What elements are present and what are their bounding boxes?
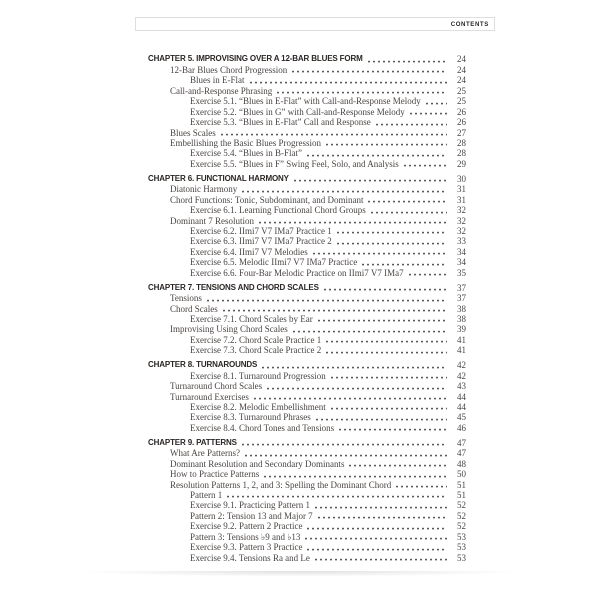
toc-entry-label: Diatonic Harmony bbox=[170, 184, 238, 195]
toc-entry-page: 33 bbox=[457, 236, 466, 247]
toc-entry-page: 48 bbox=[457, 458, 466, 469]
dot-leader bbox=[293, 330, 447, 333]
dot-leader bbox=[349, 464, 447, 467]
dot-leader bbox=[326, 340, 447, 343]
toc-entry-label: Pattern 3: Tensions ♭9 and ♭13 bbox=[190, 531, 301, 542]
dot-leader bbox=[207, 299, 447, 302]
toc-entry bbox=[148, 500, 466, 510]
toc-entry-page: 52 bbox=[457, 521, 466, 532]
toc-entry bbox=[148, 106, 466, 116]
toc-entry bbox=[148, 267, 466, 277]
toc-entry-label: CHAPTER 7. TENSIONS AND CHORD SCALES bbox=[148, 282, 319, 292]
toc-entry-label: Exercise 8.1. Turnaround Progression bbox=[190, 370, 326, 381]
toc-entry-page: 28 bbox=[457, 148, 466, 159]
toc-entry-page: 47 bbox=[457, 437, 466, 448]
page-header-band bbox=[135, 17, 495, 31]
toc-entry bbox=[148, 282, 466, 292]
toc-entry-page: 24 bbox=[457, 64, 466, 75]
dot-leader bbox=[362, 263, 447, 266]
dot-leader bbox=[410, 112, 447, 115]
toc-entry-label: Call-and-Response Phrasing bbox=[170, 85, 273, 96]
toc-entry bbox=[148, 257, 466, 267]
dot-leader bbox=[250, 81, 448, 84]
toc-entry-label: Exercise 9.3. Pattern 3 Practice bbox=[190, 542, 303, 553]
dot-leader bbox=[254, 397, 447, 400]
toc-entry-page: 52 bbox=[457, 500, 466, 511]
toc-entry-page: 42 bbox=[457, 360, 466, 371]
dot-leader bbox=[318, 516, 447, 519]
toc-entry bbox=[148, 215, 466, 225]
dot-leader bbox=[426, 102, 447, 105]
toc-entry bbox=[148, 437, 466, 447]
toc-entry-label: Exercise 5.3. “Blues in E-Flat” Call and Response bbox=[190, 117, 371, 128]
dot-leader bbox=[264, 475, 447, 478]
toc-entry-label: CHAPTER 8. TURNAROUNDS bbox=[148, 360, 258, 370]
toc-entry-label: Exercise 6.3. IImi7 V7 IMa7 Practice 2 bbox=[190, 236, 332, 247]
toc-entry-label: Blues Scales bbox=[170, 127, 216, 138]
toc-entry-label: CHAPTER 6. FUNCTIONAL HARMONY bbox=[148, 173, 289, 183]
toc-entry bbox=[148, 412, 466, 422]
toc-entry-page: 42 bbox=[457, 370, 466, 381]
toc-entry bbox=[148, 334, 466, 344]
toc-entry bbox=[148, 117, 466, 127]
dot-leader bbox=[227, 495, 447, 498]
toc-entry-page: 51 bbox=[457, 479, 466, 490]
toc-entry bbox=[148, 205, 466, 215]
dot-leader bbox=[294, 179, 447, 182]
toc-entry-page: 31 bbox=[457, 184, 466, 195]
dot-leader bbox=[307, 154, 447, 157]
toc-entry-label: Exercise 9.1. Practicing Pattern 1 bbox=[190, 500, 310, 511]
toc-entry bbox=[148, 422, 466, 432]
toc-entry-label: Exercise 8.3. Turnaround Phrases bbox=[190, 412, 311, 423]
toc-entry bbox=[148, 303, 466, 313]
dot-leader bbox=[409, 273, 447, 276]
toc-entry-page: 53 bbox=[457, 531, 466, 542]
toc-entry bbox=[148, 314, 466, 324]
toc-entry-page: 45 bbox=[457, 412, 466, 423]
toc-entry-label: How to Practice Patterns bbox=[170, 469, 260, 480]
toc-list bbox=[148, 54, 466, 563]
toc-entry-page: 37 bbox=[457, 293, 466, 304]
toc-entry-page: 47 bbox=[457, 448, 466, 459]
dot-leader bbox=[245, 454, 447, 457]
toc-entry bbox=[148, 246, 466, 256]
toc-entry-label: Embellishing the Basic Blues Progression bbox=[170, 137, 321, 148]
dot-leader bbox=[277, 91, 447, 94]
dot-leader bbox=[371, 211, 447, 214]
toc-entry bbox=[148, 381, 466, 391]
dot-leader bbox=[242, 190, 447, 193]
toc-entry-label: Exercise 9.4. Tensions Ra and Le bbox=[190, 552, 310, 563]
toc-entry bbox=[148, 402, 466, 412]
toc-entry-label: Turnaround Chord Scales bbox=[170, 381, 263, 392]
toc-entry-label: Exercise 5.1. “Blues in E-Flat” with Call-and-Response Melody bbox=[190, 96, 421, 107]
toc-entry-page: 38 bbox=[457, 313, 466, 324]
toc-entry-label: CHAPTER 9. PATTERNS bbox=[148, 437, 237, 447]
toc-entry-page: 25 bbox=[457, 96, 466, 107]
toc-entry bbox=[148, 96, 466, 106]
toc-entry-page: 34 bbox=[457, 257, 466, 268]
toc-entry bbox=[148, 458, 466, 468]
dot-leader bbox=[223, 309, 447, 312]
toc-entry-page: 50 bbox=[457, 469, 466, 480]
toc-entry-label: Exercise 8.4. Chord Tones and Tensions bbox=[190, 422, 335, 433]
toc-entry-label: Tensions bbox=[170, 293, 202, 304]
dot-leader bbox=[242, 443, 447, 446]
toc-entry-label: Exercise 5.2. “Blues in G” with Call-and-Response Melody bbox=[190, 106, 405, 117]
toc-entry-label: Exercise 6.4. IImi7 V7 Melodies bbox=[190, 246, 308, 257]
toc-entry-page: 38 bbox=[457, 303, 466, 314]
toc-entry bbox=[148, 324, 466, 334]
toc-entry bbox=[148, 148, 466, 158]
toc-entry-page: 41 bbox=[457, 334, 466, 345]
dot-leader bbox=[337, 242, 447, 245]
toc-entry-label: Exercise 9.2. Pattern 2 Practice bbox=[190, 521, 303, 532]
dot-leader bbox=[326, 143, 447, 146]
contents-header-label: CONTENTS bbox=[451, 20, 490, 28]
page-bottom-shadow bbox=[20, 571, 580, 579]
dot-leader bbox=[318, 319, 447, 322]
dot-leader bbox=[324, 288, 447, 291]
dot-leader bbox=[331, 407, 447, 410]
toc-entry bbox=[148, 391, 466, 401]
toc-entry-page: 46 bbox=[457, 422, 466, 433]
toc-entry-label: Chord Functions: Tonic, Subdominant, and Dominant bbox=[170, 194, 364, 205]
dot-leader bbox=[315, 558, 447, 561]
dot-leader bbox=[396, 485, 447, 488]
dot-leader bbox=[316, 418, 447, 421]
toc-entry-label: Exercise 6.1. Learning Functional Chord Groups bbox=[190, 205, 366, 216]
toc-entry bbox=[148, 448, 466, 458]
dot-leader bbox=[221, 133, 447, 136]
toc-entry-page: 26 bbox=[457, 106, 466, 117]
toc-entry-label: Exercise 5.4. “Blues in B-Flat” bbox=[190, 148, 302, 159]
toc-entry bbox=[148, 510, 466, 520]
toc-entry-label: Dominant Resolution and Secondary Dominants bbox=[170, 458, 345, 469]
toc-entry-page: 37 bbox=[457, 282, 466, 293]
toc-entry bbox=[148, 469, 466, 479]
toc-entry-page: 26 bbox=[457, 117, 466, 128]
toc-entry-page: 34 bbox=[457, 246, 466, 257]
toc-entry bbox=[148, 542, 466, 552]
dot-leader bbox=[307, 527, 447, 530]
toc-entry-label: Exercise 7.3. Chord Scale Practice 2 bbox=[190, 345, 322, 356]
toc-entry-label: Exercise 8.2. Melodic Embellishment bbox=[190, 401, 326, 412]
toc-entry-page: 52 bbox=[457, 510, 466, 521]
toc-entry-page: 24 bbox=[457, 75, 466, 86]
toc-entry-page: 31 bbox=[457, 194, 466, 205]
toc-entry-label: Blues in E-Flat bbox=[190, 75, 245, 86]
toc-entry bbox=[148, 490, 466, 500]
toc-entry-label: 12-Bar Blues Chord Progression bbox=[170, 64, 288, 75]
toc-entry bbox=[148, 127, 466, 137]
toc-entry-page: 35 bbox=[457, 267, 466, 278]
toc-entry bbox=[148, 75, 466, 85]
toc-entry-label: Pattern 1 bbox=[190, 489, 223, 500]
toc-entry-label: Turnaround Exercises bbox=[170, 391, 249, 402]
dot-leader bbox=[404, 164, 447, 167]
toc-entry-label: Exercise 6.5. Melodic IImi7 V7 IMa7 Practice bbox=[190, 257, 358, 268]
dot-leader bbox=[331, 376, 447, 379]
toc-entry bbox=[148, 226, 466, 236]
toc-entry-label: Exercise 5.5. “Blues in F” Swing Feel, Solo, and Analysis bbox=[190, 158, 399, 169]
toc-entry bbox=[148, 173, 466, 183]
toc-entry-page: 44 bbox=[457, 401, 466, 412]
toc-entry-label: Improvising Using Chord Scales bbox=[170, 324, 288, 335]
toc-entry-page: 25 bbox=[457, 85, 466, 96]
toc-entry-page: 53 bbox=[457, 552, 466, 563]
toc-entry-label: Exercise 7.1. Chord Scales by Ear bbox=[190, 313, 313, 324]
toc-entry-page: 43 bbox=[457, 381, 466, 392]
dot-leader bbox=[267, 387, 447, 390]
toc-entry bbox=[148, 158, 466, 168]
toc-entry-page: 51 bbox=[457, 489, 466, 500]
toc-entry bbox=[148, 184, 466, 194]
dot-leader bbox=[305, 537, 447, 540]
toc-entry bbox=[148, 85, 466, 95]
toc-entry-page: 28 bbox=[457, 137, 466, 148]
toc-entry bbox=[148, 345, 466, 355]
toc-entry-page: 44 bbox=[457, 391, 466, 402]
toc-entry-page: 32 bbox=[457, 225, 466, 236]
toc-entry-page: 32 bbox=[457, 215, 466, 226]
toc-entry bbox=[148, 521, 466, 531]
dot-leader bbox=[368, 200, 447, 203]
toc-entry bbox=[148, 360, 466, 370]
toc-entry-page: 32 bbox=[457, 205, 466, 216]
toc-entry-page: 53 bbox=[457, 542, 466, 553]
toc-entry-label: Resolution Patterns 1, 2, and 3: Spelling the Dominant Chord bbox=[170, 479, 392, 490]
dot-leader bbox=[326, 351, 447, 354]
toc-entry bbox=[148, 236, 466, 246]
dot-leader bbox=[368, 60, 447, 63]
toc-entry-page: 24 bbox=[457, 54, 466, 65]
toc-entry bbox=[148, 370, 466, 380]
dot-leader bbox=[262, 366, 447, 369]
toc-entry-label: Exercise 7.2. Chord Scale Practice 1 bbox=[190, 334, 322, 345]
toc-entry-page: 29 bbox=[457, 158, 466, 169]
toc-entry-label: Chord Scales bbox=[170, 303, 218, 314]
toc-entry-page: 39 bbox=[457, 324, 466, 335]
toc-entry-label: Exercise 6.6. Four-Bar Melodic Practice on IImi7 V7 IMa7 bbox=[190, 267, 404, 278]
dot-leader bbox=[292, 70, 447, 73]
dot-leader bbox=[313, 252, 447, 255]
toc-entry bbox=[148, 64, 466, 74]
toc-entry bbox=[148, 194, 466, 204]
toc-entry-label: What Are Patterns? bbox=[170, 448, 240, 459]
toc-entry bbox=[148, 138, 466, 148]
dot-leader bbox=[337, 231, 447, 234]
dot-leader bbox=[315, 506, 447, 509]
toc-entry-label: Pattern 2: Tension 13 and Major 7 bbox=[190, 510, 313, 521]
toc-entry-label: CHAPTER 5. IMPROVISING OVER A 12-BAR BLUES FORM bbox=[148, 54, 363, 64]
dot-leader bbox=[259, 221, 447, 224]
dot-leader bbox=[339, 428, 447, 431]
dot-leader bbox=[376, 123, 447, 126]
toc-entry bbox=[148, 479, 466, 489]
toc-entry bbox=[148, 552, 466, 562]
toc-entry-page: 27 bbox=[457, 127, 466, 138]
toc-entry bbox=[148, 531, 466, 541]
dot-leader bbox=[307, 548, 447, 551]
toc-entry bbox=[148, 293, 466, 303]
toc-entry-label: Exercise 6.2. IImi7 V7 IMa7 Practice 1 bbox=[190, 225, 332, 236]
toc-entry-page: 30 bbox=[457, 173, 466, 184]
toc-entry bbox=[148, 54, 466, 64]
toc-entry-label: Dominant 7 Resolution bbox=[170, 215, 254, 226]
toc-entry-page: 41 bbox=[457, 345, 466, 356]
